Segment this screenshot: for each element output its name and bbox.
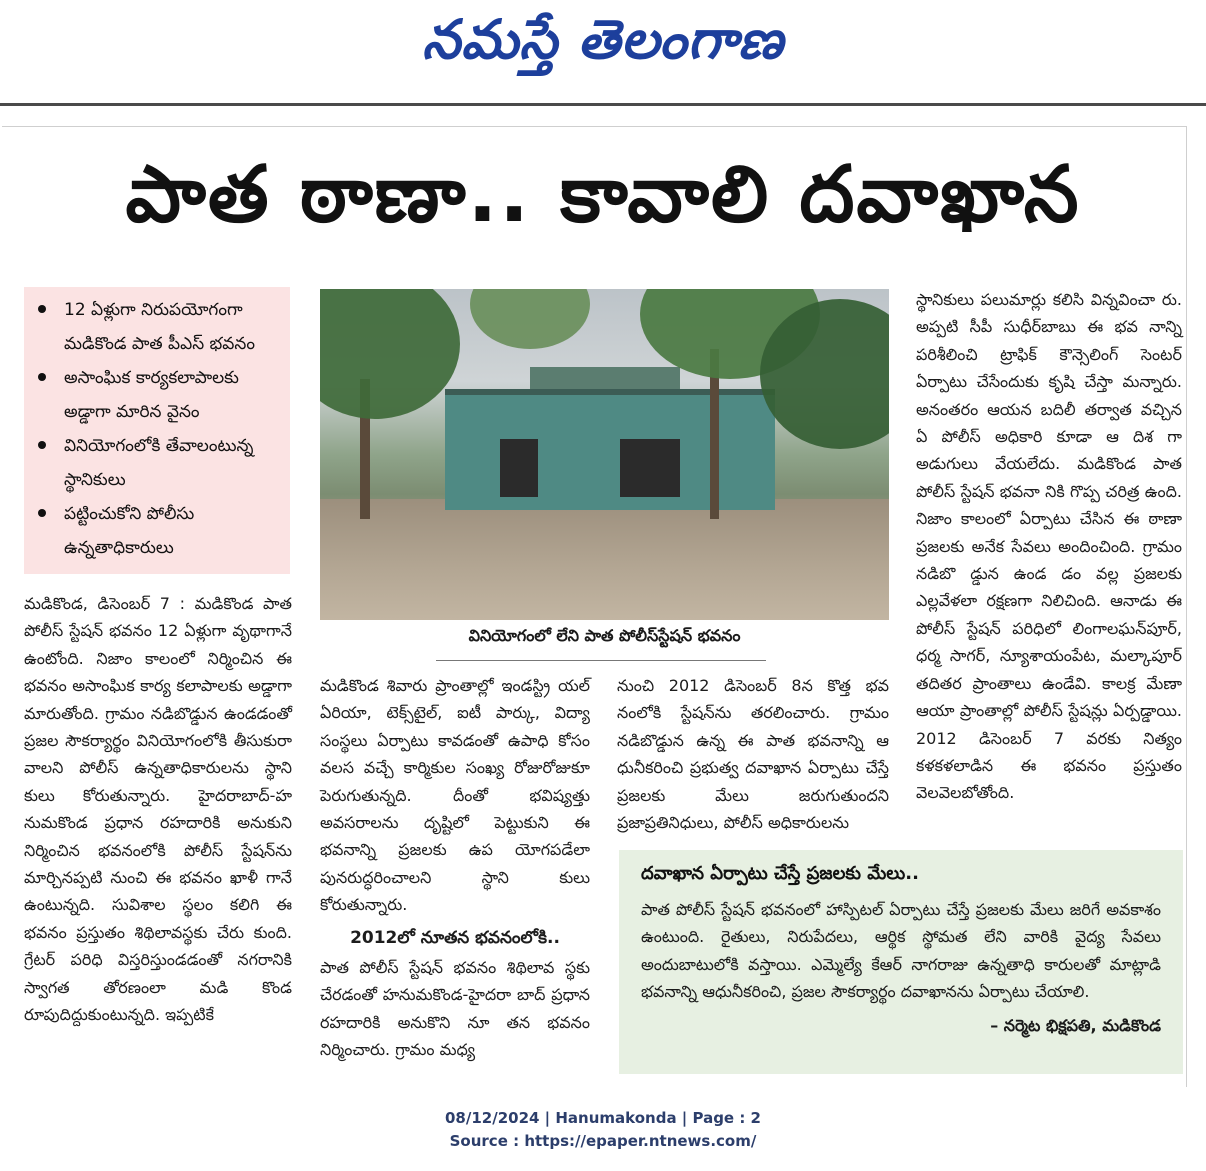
article-paragraph: పాత పోలీస్ స్టేషన్ భవనం శిథిలావ స్థకు చేరడంతో హనుమకొండ-హైదరా బాద్ ప్రధాన రహదారికి అనుకొని నూ తన భవనం నిర్మించారు. గ్రామం మధ్య [320,958,590,1060]
quote-title: దవాఖాన ఏర్పాటు చేస్తే ప్రజలకు మేలు.. [641,863,919,884]
caption-divider [436,660,766,661]
highlights-box [24,287,290,574]
article-column-3 [617,672,889,836]
article-paragraph: స్థానికులు పలుమార్లు కలిసి విన్నవించా రు. అప్పటి సీపీ సుధీర్‌బాబు ఈ భవ నాన్ని పరిశీలించి ట్రాఫిక్ కౌన్సెలింగ్ సెంటర్ ఏర్పాటు చేసేందుకు కృషి చేస్తా మన్నారు. అనంతరం ఆయన బదిలీ తర్వాత వచ్చిన ఏ పోలీస్ అధికారి కూడా ఆ దిశ గా అడుగులు వేయలేదు. మడికొండ పాత పోలీస్ స్టేషన్ భవనా నికి గొప్ప చరిత్ర ఉంది. నిజాం కాలంలో ఏర్పాటు చేసిన ఈ ఠాణా ప్రజలకు అనేక సేవలు అందించింది. గ్రామం నడిబొ డ్డున ఉండ డం వల్ల ప్రజలకు ఎల్లవేళలా రక్షణగా నిలిచింది. ఆనాడు ఈ పోలీస్ స్టేషన్ పరిధిలో లింగాలఘన్‌పూర్, ధర్మ సాగర్, న్యూశాయంపేట, మల్కాపూర్ తదితర ప్రాంతాలు ఉండేవి. కాలక్ర మేణా ఆయా ప్రాంతాల్లో పోలీస్ స్టేషన్లు ఏర్పడ్డాయి. 2012 డిసెంబర్ 7 వరకు నిత్యం కళకళలాడిన ఈ భవనం ప్రస్తుతం వెలవెలబోతోంది. [916,290,1182,803]
photo-doorway [620,439,680,497]
highlight-item: 12 ఏళ్లుగా నిరుపయోగంగా మడికొండ పాత పీఎస్ భవనం [34,293,282,361]
photo-ground [320,499,889,620]
article-column-1 [24,590,292,1029]
quote-box [619,850,1183,1074]
bullet-icon [38,441,46,449]
masthead [0,0,1206,100]
article-paragraph: మడికొండ శివారు ప్రాంతాల్లో ఇండస్ట్రి యల్ ఏరియా, టెక్స్‌టైల్, ఐటీ పార్కు, విద్యా సంస్థలు ఏర్పాటు కావడంతో ఉపాధి కోసం వలస వచ్చే కార్మికుల సంఖ్య రోజురోజుకూ పెరుగుతున్నది. దీంతో భవిష్యత్తు అవసరాలను దృష్టిలో పెట్టుకుని ఈ భవనాన్ని ప్రజలకు ఉప యోగపడేలా పునరుద్ధరించాలని స్థాని కులు కోరుతున్నారు. [320,676,590,915]
photo-doorway [500,439,538,497]
photo-tree [470,289,590,349]
quote-signature: – నర్మెట భిక్షపతి, మడికొండ [990,1015,1161,1035]
bullet-icon [38,509,46,517]
highlight-item: వినియోగంలోకి తేవాలంటున్న స్థానికులు [34,429,282,497]
article-column-4 [916,286,1182,807]
masthead-divider [0,103,1206,106]
article-paragraph: నుంచి 2012 డిసెంబర్ 8న కొత్త భవ నంలోకి స్టేషన్‌ను తరలించారు. గ్రామం నడిబొడ్డున ఉన్న ఈ పాత భవనాన్ని ఆ ధునీకరించి ప్రభుత్వ దవాఖాన ఏర్పాటు చేస్తే ప్రజలకు మేలు జరుగుతుందని ప్రజాప్రతినిధులు, పోలీస్ అధికారులను [617,676,889,833]
headline: పాత ఠాణా.. కావాలి దవాఖాన [125,150,1081,240]
highlight-item: పట్టించుకోని పోలీసు ఉన్నతాధికారులు [34,497,282,565]
bullet-icon [38,373,46,381]
article-column-2 [320,672,590,1064]
quote-body: పాత పోలీస్ స్టేషన్ భవనంలో హాస్పిటల్ ఏర్పాటు చేస్తే ప్రజలకు మేలు జరిగే అవకాశం ఉంటుంది. రైతులు, నిరుపేదలు, ఆర్థిక స్థోమత లేని వారికి వైద్య సేవలు అందుబాటులోకి వస్తాయి. ఎమ్మెల్యే కేఆర్ నాగరాజు ఉన్నతాధి కారులతో మాట్లాడి భవనాన్ని ఆధునీకరించి, ప్రజల సౌకర్యార్థం దవాఖానను ఏర్పాటు చేయాలి. [641,900,1161,1002]
photo-tree [320,289,460,419]
news-photo [320,289,889,620]
footer-date-line: 08/12/2024 | Hanumakonda | Page : 2 [444,1109,761,1127]
article-paragraph: మడికొండ, డిసెంబర్ 7 : మడికొండ పాత పోలీస్ స్టేషన్ భవనం 12 ఏళ్లుగా వృథాగానే ఉంటోంది. నిజాం కాలంలో నిర్మించిన ఈ భవనం అసాంఘిక కార్య కలాపాలకు అడ్డాగా మారుతోంది. గ్రామం నడిబొడ్డున ఉండడంతో ప్రజల సౌకర్యార్థం వినియోగంలోకి తీసుకురా వాలని పోలీస్ ఉన్నతాధికారులను స్థాని కులు కోరుతున్నారు. హైదరాబాద్-హ నుమకొండ ప్రధాన రహదారికి అనుకుని నిర్మించిన భవనంలోకి పోలీస్ స్టేషన్‌ను మార్చినప్పటి నుంచి ఈ భవనం ఖాళీ గానే ఉంటున్నది. సువిశాల స్థలం కలిగి ఈ భవనం ప్రస్తుతం శిథిలావస్థకు చేరు కుంది. గ్రేటర్ పరిధి విస్తరిస్తుండడంతో నగరానికి స్వాగత తోరణంలా మడి కొండ రూపుదిద్దుకుంటున్నది. ఇప్పటికే [24,594,292,1025]
highlight-item: అసాంఘిక కార్యకలాపాలకు అడ్డాగా మారిన వైనం [34,361,282,429]
section-subheading: 2012లో నూతన భవనంలోకి.. [350,927,560,948]
footer-source-link[interactable]: Source : https://epaper.ntnews.com/ [449,1132,757,1150]
masthead-logo: నమస్తే తెలంగాణ [422,8,784,71]
bullet-icon [38,305,46,313]
photo-building [445,389,775,510]
photo-caption: వినియోగంలో లేని పాత పోలీస్‌స్టేషన్ భవనం [468,626,741,645]
